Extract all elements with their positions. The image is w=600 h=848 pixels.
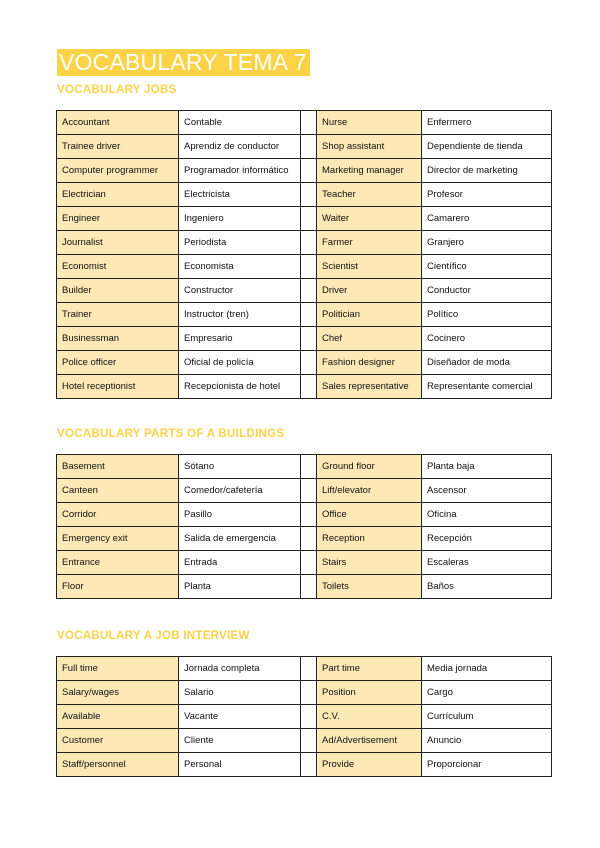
table-row xyxy=(57,575,552,599)
spanish-translation: Media jornada xyxy=(422,657,552,681)
english-term: Shop assistant xyxy=(317,135,422,159)
spanish-translation: Representante comercial xyxy=(422,375,552,399)
table-row xyxy=(57,327,552,351)
english-term: Sales representative xyxy=(317,375,422,399)
english-term: Trainer xyxy=(57,303,179,327)
spanish-translation: Político xyxy=(422,303,552,327)
spanish-translation: Recepción xyxy=(422,527,552,551)
spacer-cell xyxy=(301,135,317,159)
spacer-cell xyxy=(301,729,317,753)
spacer-cell xyxy=(301,753,317,777)
spanish-translation: Enfermero xyxy=(422,111,552,135)
table-row xyxy=(57,729,552,753)
table-row xyxy=(57,279,552,303)
spanish-translation: Director de marketing xyxy=(422,159,552,183)
spanish-translation: Recepcionista de hotel xyxy=(179,375,301,399)
spanish-translation: Cargo xyxy=(422,681,552,705)
jobs-table-body xyxy=(57,111,552,399)
table-row xyxy=(57,503,552,527)
spacer-cell xyxy=(301,183,317,207)
spacer-cell xyxy=(301,351,317,375)
english-term: Marketing manager xyxy=(317,159,422,183)
spanish-translation: Granjero xyxy=(422,231,552,255)
english-term: Computer programmer xyxy=(57,159,179,183)
spacer-cell xyxy=(301,503,317,527)
english-term: Accountant xyxy=(57,111,179,135)
spacer-cell xyxy=(301,279,317,303)
english-term: Electrician xyxy=(57,183,179,207)
english-term: Fashion designer xyxy=(317,351,422,375)
spanish-translation: Empresario xyxy=(179,327,301,351)
spacer-cell xyxy=(301,681,317,705)
spacer-cell xyxy=(301,575,317,599)
spanish-translation: Economista xyxy=(179,255,301,279)
table-row xyxy=(57,231,552,255)
spanish-translation: Oficina xyxy=(422,503,552,527)
table-row xyxy=(57,551,552,575)
english-term: Scientist xyxy=(317,255,422,279)
spacer-cell xyxy=(301,231,317,255)
english-term: Farmer xyxy=(317,231,422,255)
spanish-translation: Ascensor xyxy=(422,479,552,503)
english-term: Trainee driver xyxy=(57,135,179,159)
english-term: Customer xyxy=(57,729,179,753)
spanish-translation: Personal xyxy=(179,753,301,777)
spacer-cell xyxy=(301,551,317,575)
table-row xyxy=(57,375,552,399)
english-term: Lift/elevator xyxy=(317,479,422,503)
spanish-translation: Profesor xyxy=(422,183,552,207)
spanish-translation: Planta xyxy=(179,575,301,599)
spacer-cell xyxy=(301,705,317,729)
english-term: Builder xyxy=(57,279,179,303)
english-term: Emergency exit xyxy=(57,527,179,551)
spanish-translation: Cocinero xyxy=(422,327,552,351)
english-term: Toilets xyxy=(317,575,422,599)
spacer-cell xyxy=(301,327,317,351)
spanish-translation: Programador informático xyxy=(179,159,301,183)
spanish-translation: Escaleras xyxy=(422,551,552,575)
spanish-translation: Planta baja xyxy=(422,455,552,479)
spacer-cell xyxy=(301,207,317,231)
spanish-translation: Oficial de policía xyxy=(179,351,301,375)
table-row xyxy=(57,159,552,183)
english-term: Ground floor xyxy=(317,455,422,479)
english-term: Politician xyxy=(317,303,422,327)
english-term: Ad/Advertisement xyxy=(317,729,422,753)
spanish-translation: Dependiente de tienda xyxy=(422,135,552,159)
table-row xyxy=(57,705,552,729)
spanish-translation: Contable xyxy=(179,111,301,135)
spacer-cell xyxy=(301,527,317,551)
english-term: C.V. xyxy=(317,705,422,729)
english-term: Engineer xyxy=(57,207,179,231)
english-term: Entrance xyxy=(57,551,179,575)
spanish-translation: Comedor/cafetería xyxy=(179,479,301,503)
spanish-translation: Vacante xyxy=(179,705,301,729)
spanish-translation: Aprendiz de conductor xyxy=(179,135,301,159)
buildings-table-body xyxy=(57,455,552,599)
spacer-cell xyxy=(301,479,317,503)
table-row xyxy=(57,135,552,159)
table-row xyxy=(57,207,552,231)
spanish-translation: Conductor xyxy=(422,279,552,303)
spacer-cell xyxy=(301,303,317,327)
english-term: Teacher xyxy=(317,183,422,207)
spanish-translation: Anuncio xyxy=(422,729,552,753)
table-row xyxy=(57,479,552,503)
spanish-translation: Ingeniero xyxy=(179,207,301,231)
english-term: Basement xyxy=(57,455,179,479)
section-heading-jobs: VOCABULARY JOBS xyxy=(57,84,177,96)
english-term: Position xyxy=(317,681,422,705)
spanish-translation: Jornada completa xyxy=(179,657,301,681)
english-term: Corridor xyxy=(57,503,179,527)
spacer-cell xyxy=(301,657,317,681)
spanish-translation: Constructor xyxy=(179,279,301,303)
spanish-translation: Científico xyxy=(422,255,552,279)
english-term: Economist xyxy=(57,255,179,279)
english-term: Full time xyxy=(57,657,179,681)
english-term: Stairs xyxy=(317,551,422,575)
spanish-translation: Electricista xyxy=(179,183,301,207)
english-term: Provide xyxy=(317,753,422,777)
spanish-translation: Pasillo xyxy=(179,503,301,527)
english-term: Canteen xyxy=(57,479,179,503)
spanish-translation: Sótano xyxy=(179,455,301,479)
spanish-translation: Entrada xyxy=(179,551,301,575)
table-row xyxy=(57,455,552,479)
english-term: Hotel receptionist xyxy=(57,375,179,399)
page-title: VOCABULARY TEMA 7 xyxy=(57,49,310,76)
table-row xyxy=(57,351,552,375)
table-row xyxy=(57,255,552,279)
spanish-translation: Diseñador de moda xyxy=(422,351,552,375)
spanish-translation: Salida de emergencia xyxy=(179,527,301,551)
table-row xyxy=(57,527,552,551)
english-term: Salary/wages xyxy=(57,681,179,705)
english-term: Driver xyxy=(317,279,422,303)
spanish-translation: Instructor (tren) xyxy=(179,303,301,327)
english-term: Police officer xyxy=(57,351,179,375)
english-term: Journalist xyxy=(57,231,179,255)
spacer-cell xyxy=(301,159,317,183)
spanish-translation: Salario xyxy=(179,681,301,705)
table-row xyxy=(57,111,552,135)
spanish-translation: Proporcionar xyxy=(422,753,552,777)
table-row xyxy=(57,303,552,327)
spanish-translation: Camarero xyxy=(422,207,552,231)
english-term: Chef xyxy=(317,327,422,351)
spanish-translation: Baños xyxy=(422,575,552,599)
english-term: Part time xyxy=(317,657,422,681)
english-term: Office xyxy=(317,503,422,527)
english-term: Businessman xyxy=(57,327,179,351)
spanish-translation: Periodista xyxy=(179,231,301,255)
english-term: Nurse xyxy=(317,111,422,135)
spacer-cell xyxy=(301,375,317,399)
spacer-cell xyxy=(301,255,317,279)
buildings-table xyxy=(56,454,552,599)
english-term: Waiter xyxy=(317,207,422,231)
table-row xyxy=(57,753,552,777)
section-heading-buildings: VOCABULARY PARTS OF A BUILDINGS xyxy=(57,428,285,440)
english-term: Floor xyxy=(57,575,179,599)
english-term: Reception xyxy=(317,527,422,551)
english-term: Staff/personnel xyxy=(57,753,179,777)
interview-table-body xyxy=(57,657,552,777)
spanish-translation: Currículum xyxy=(422,705,552,729)
spacer-cell xyxy=(301,455,317,479)
spanish-translation: Cliente xyxy=(179,729,301,753)
table-row xyxy=(57,681,552,705)
table-row xyxy=(57,183,552,207)
jobs-table xyxy=(56,110,552,399)
interview-table xyxy=(56,656,552,777)
english-term: Available xyxy=(57,705,179,729)
section-heading-interview: VOCABULARY A JOB INTERVIEW xyxy=(57,630,250,642)
spacer-cell xyxy=(301,111,317,135)
table-row xyxy=(57,657,552,681)
